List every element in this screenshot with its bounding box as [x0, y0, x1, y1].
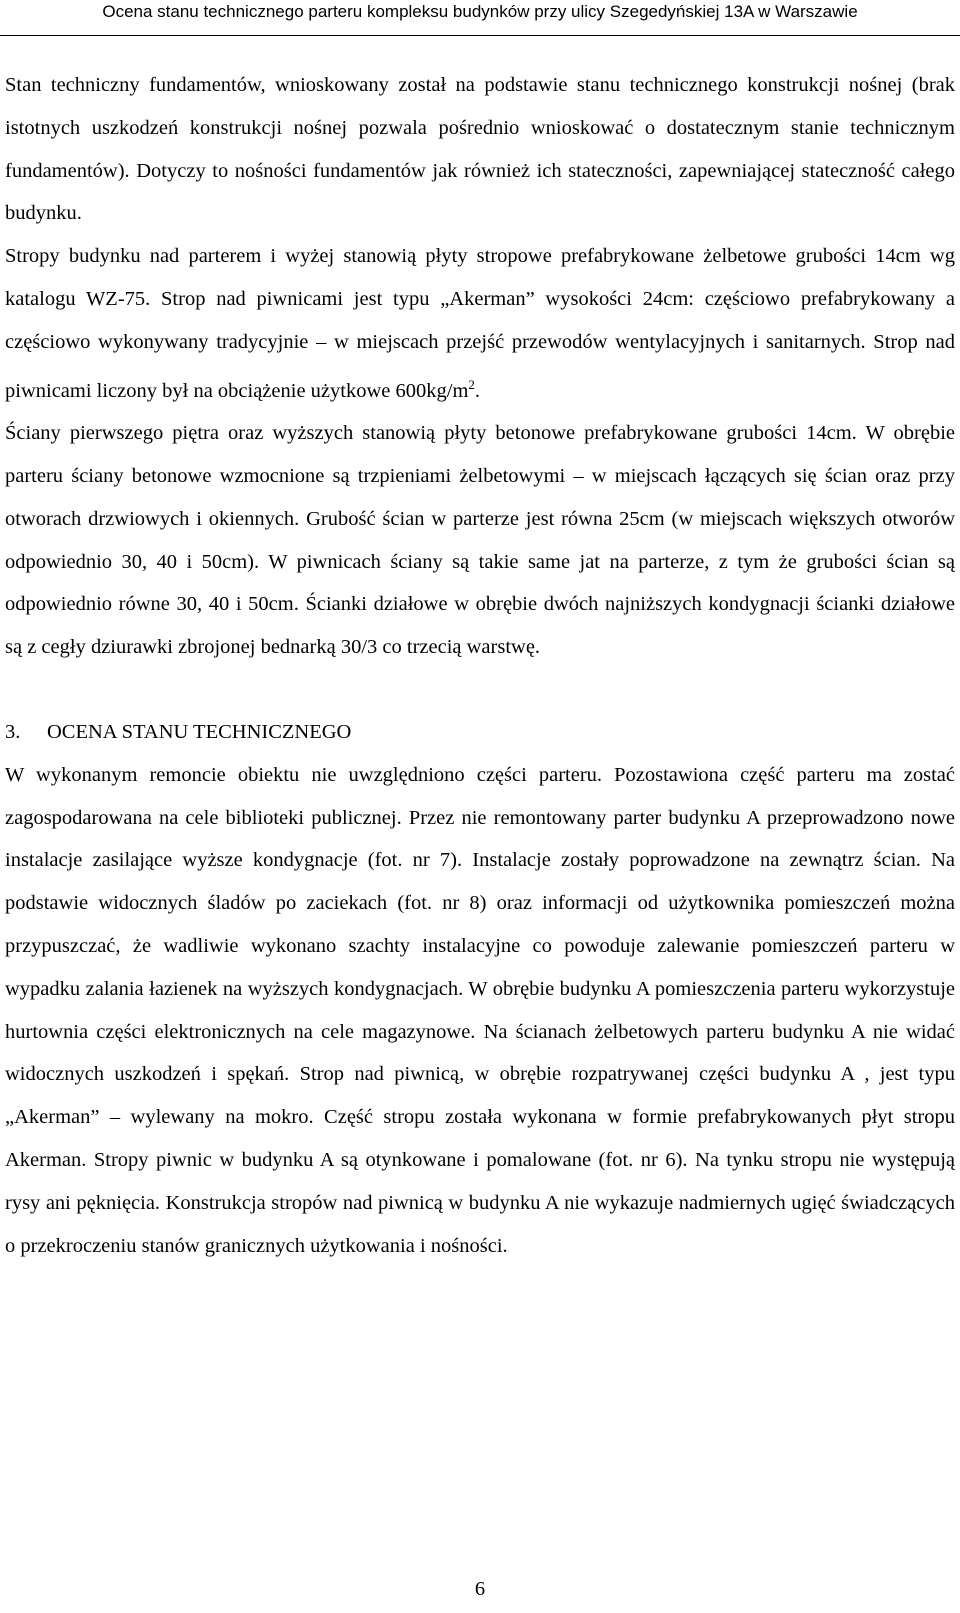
superscript: 2 — [468, 376, 475, 392]
section-title: OCENA STANU TECHNICZNEGO — [47, 720, 352, 743]
running-header — [0, 0, 960, 36]
page-footer — [0, 1578, 960, 1601]
paragraph-foundations: Stan techniczny fundamentów, wnioskowany został na podstawie stanu technicznego konstrukcji nośnej (brak istotnych uszkodzeń konstrukcji nośnej pozwala pośrednio wnioskować o dostatecznym stanie technicznym fundamentów). Dotyczy to nośności fundamentów jak również ich stateczności, zapewniającej stateczność całego budynku. — [5, 74, 955, 225]
section-heading — [5, 711, 955, 754]
document-body — [5, 64, 955, 1267]
paragraph-walls: Ściany pierwszego piętra oraz wyższych stanowią płyty betonowe prefabrykowane grubości 14cm. W obrębie parteru ściany betonowe wzmocnione są trzpieniami żelbetowymi – w miejscach łączących się ścian oraz przy otworach drzwiowych i okiennych. Grubość ścian w parterze jest równa 25cm (w miejscach większych otworów odpowiednio 30, 40 i 50cm). W piwnicach ściany są takie same jat na parterze, z tym że grubości ścian są odpowiednio równe 30, 40 i 50cm. Ścianki działowe w obrębie dwóch najniższych kondygnacji ścianki działowe są z cegły dziurawki zbrojonej bednarką 30/3 co trzecią warstwę. — [5, 422, 955, 659]
section-body: W wykonanym remoncie obiektu nie uwzględniono części parteru. Pozostawiona część parteru ma zostać zagospodarowana na cele biblioteki publicznej. Przez nie remontowany parter budynku A przeprowadzono nowe instalacje zasilające wyższe kondygnacje (fot. nr 7). Instalacje zostały poprowadzone na zewnątrz ścian. Na podstawie widocznych śladów po zaciekach (fot. nr 8) oraz informacji od użytkownika pomieszczeń można przypuszczać, że wadliwie wykonano szachty instalacyjne co powoduje zalewanie pomieszczeń parteru w wypadku zalania łazienek na wyższych kondygnacjach. W obrębie budynku A pomieszczenia parteru wykorzystuje hurtownia części elektronicznych na cele magazynowe. Na ścianach żelbetowych parteru budynku A nie widać widocznych uszkodzeń i spękań. Strop nad piwnicą, w obrębie rozpatrywanej części budynku A , jest typu „Akerman” – wylewany na mokro. Część stropu została wykonana w formie prefabrykowanych płyt stropu Akerman. Stropy piwnic w budynku A są otynkowane i pomalowane (fot. nr 6). Na tynku stropu nie występują rysy ani pęknięcia. Konstrukcja stropów nad piwnicą w budynku A nie wykazuje nadmiernych ugięć świadczących o przekroczeniu stanów granicznych użytkowania i nośności. — [5, 763, 955, 1257]
header-title: Ocena stanu technicznego parteru kompleksu budynków przy ulicy Szegedyńskiej 13A w Warszawie — [102, 2, 858, 21]
floors-text: Stropy budynku nad parterem i wyżej stanowią płyty stropowe prefabrykowane żelbetowe grubości 14cm wg katalogu WZ-75. Strop nad piwnicami jest typu „Akerman” wysokości 24cm: częściowo prefabrykowany a częściowo wykonywany tradycyjnie – w miejscach przejść przewodów wentylacyjnych i sanitarnych. Strop nad piwnicami liczony był na obciążenie użytkowe 600kg/m — [5, 245, 955, 402]
page-number: 6 — [474, 1578, 486, 1600]
floors-trailing: . — [474, 379, 481, 402]
section-3 — [5, 711, 955, 1267]
section-number: 3. — [5, 720, 21, 743]
paragraph-floors — [5, 235, 955, 412]
